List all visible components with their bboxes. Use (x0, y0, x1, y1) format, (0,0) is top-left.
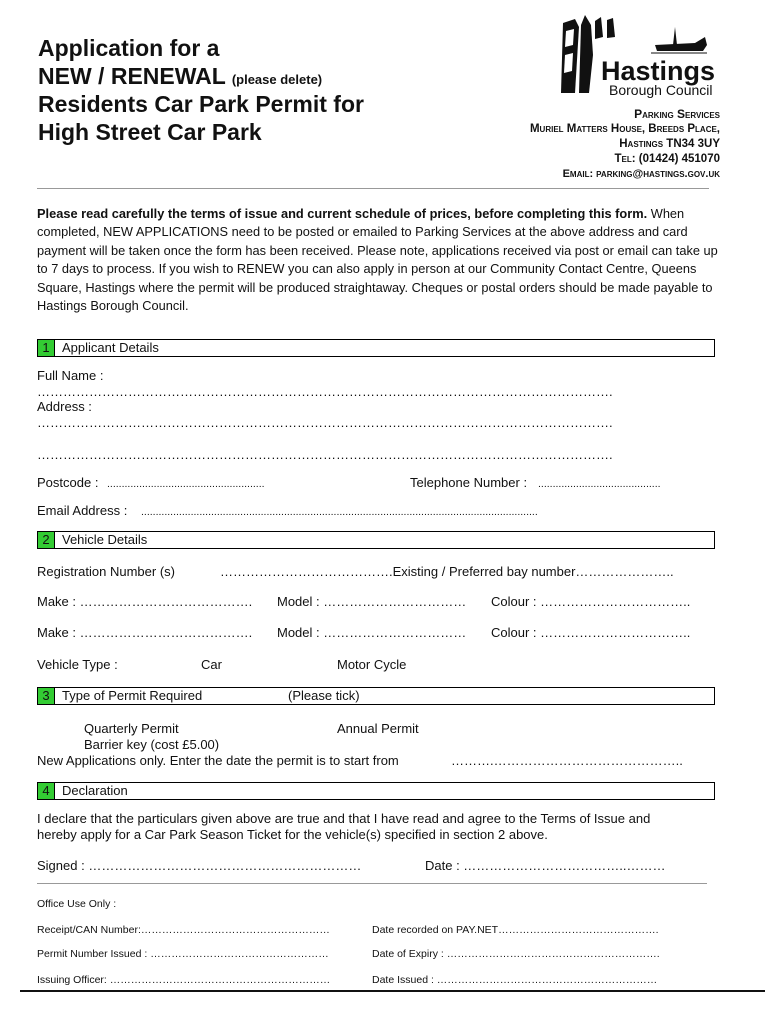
section-title: Vehicle Details (62, 532, 148, 547)
email-label: Email Address : (37, 503, 128, 518)
model-field-2[interactable]: Model : …………………………… (277, 625, 467, 640)
section-number: 4 (38, 783, 55, 799)
quarterly-permit-option[interactable]: Quarterly Permit (84, 721, 179, 736)
section-vehicle-details (37, 531, 715, 549)
postcode-field[interactable]: ...................................................... (107, 478, 265, 490)
postcode-label: Postcode : (37, 475, 99, 490)
title-line-3: Residents Car Park Permit for (38, 91, 364, 117)
start-date-field[interactable]: ……….…………………………………….. (451, 753, 683, 768)
telephone-field[interactable]: .......................................... (538, 478, 661, 490)
header-divider (37, 188, 709, 189)
declaration-text-2: hereby apply for a Car Park Season Ticket for the vehicle(s) specified in section 2 above. (37, 827, 548, 842)
section-applicant-details (37, 339, 715, 357)
barrier-key-option[interactable]: Barrier key (cost £5.00) (84, 737, 220, 752)
model-field-1[interactable]: Model : …………………………… (277, 594, 467, 609)
section-title: Applicant Details (62, 340, 159, 355)
start-date-label: New Applications only. Enter the date the permit is to start from (37, 753, 399, 768)
logo-subname: Borough Council (609, 82, 713, 98)
title-line-4: High Street Car Park (38, 119, 262, 145)
title-please-delete: (please delete) (231, 72, 323, 87)
full-name-label: Full Name : (37, 368, 104, 383)
title-new-renewal: NEW / RENEWAL (38, 63, 226, 89)
make-field-2[interactable]: Make : …………………………………. (37, 625, 253, 640)
registration-label: Registration Number (s) (37, 564, 175, 579)
office-divider (37, 883, 707, 884)
office-use-heading: Office Use Only : (37, 898, 117, 910)
bottom-border (20, 990, 765, 992)
address-field-1[interactable]: ……………………………………………………………………………………………………………………. (37, 415, 613, 430)
address-email: Email: parking@hastings.gov.uk (562, 168, 720, 180)
hastings-logo (555, 15, 727, 101)
vehicle-type-car[interactable]: Car (201, 657, 222, 672)
receipt-number-field[interactable]: Receipt/CAN Number:……………………………………………… (37, 924, 330, 936)
section-number: 3 (38, 688, 55, 704)
section-permit-type (37, 687, 715, 705)
please-tick-note: (Please tick) (288, 688, 360, 703)
email-field[interactable]: ........................................................................................................................................ (141, 506, 538, 518)
section-number: 1 (38, 340, 55, 356)
colour-field-1[interactable]: Colour : …………………………….. (491, 594, 691, 609)
vehicle-type-motorcycle[interactable]: Motor Cycle (337, 657, 407, 672)
section-declaration (37, 782, 715, 800)
vehicle-type-label: Vehicle Type : (37, 657, 118, 672)
make-field-1[interactable]: Make : …………………………………. (37, 594, 253, 609)
section-title: Declaration (62, 783, 128, 798)
date-recorded-field[interactable]: Date recorded on PAY.NET………………………………………. (372, 924, 659, 936)
title-line-1: Application for a (38, 35, 220, 61)
permit-number-field[interactable]: Permit Number Issued : …………………………………………… (37, 948, 329, 960)
intro-body: When completed, NEW APPLICATIONS need to be posted or emailed to Parking Services at the above address and card payment will be taken once the form has been received. Please note, applications received via post or email can take up to 7 days to process. If you wish to RENEW you can also apply in person at our Community Contact Centre, Queens Square, Hastings where the permit will be produced straightaway. Cheques or postal orders should be made payable to Hastings Borough Council. (37, 206, 718, 314)
full-name-field[interactable]: ……………………………………………………………………………………………………………………. (37, 384, 613, 399)
date-field[interactable]: Date : ………………………………..……… (425, 858, 666, 873)
address-label: Address : (37, 399, 92, 414)
intro-text (37, 205, 727, 315)
annual-permit-option[interactable]: Annual Permit (337, 721, 419, 736)
address-line-4: Tel: (01424) 451070 (614, 153, 720, 165)
address-line-1: Parking Services (634, 107, 720, 121)
section-title: Type of Permit Required (62, 688, 203, 703)
issuing-officer-field[interactable]: Issuing Officer: ……………………………………………………… (37, 974, 331, 986)
logo-name: Hastings (601, 56, 716, 86)
date-issued-field[interactable]: Date Issued : ……………………………………………………… (372, 974, 658, 986)
declaration-text-1: I declare that the particulars given above are true and that I have read and agree to the Terms of Issue and (37, 811, 651, 826)
address-field-2[interactable]: ……………………………………………………………………………………………………………………. (37, 447, 613, 462)
registration-field[interactable]: ………………………………….Existing / Preferred bay number………………….. (220, 564, 674, 579)
colour-field-2[interactable]: Colour : …………………………….. (491, 625, 691, 640)
signed-field[interactable]: Signed : ……………………………………………………… (37, 858, 362, 873)
telephone-label: Telephone Number : (410, 475, 528, 490)
section-number: 2 (38, 532, 55, 548)
date-of-expiry-field[interactable]: Date of Expiry : ……………………………………………………. (372, 948, 660, 960)
intro-bold: Please read carefully the terms of issue and current schedule of prices, before completing this form. (37, 206, 648, 221)
address-line-3: Hastings TN34 3UY (619, 138, 720, 150)
address-line-2: Muriel Matters House, Breeds Place, (529, 123, 720, 135)
